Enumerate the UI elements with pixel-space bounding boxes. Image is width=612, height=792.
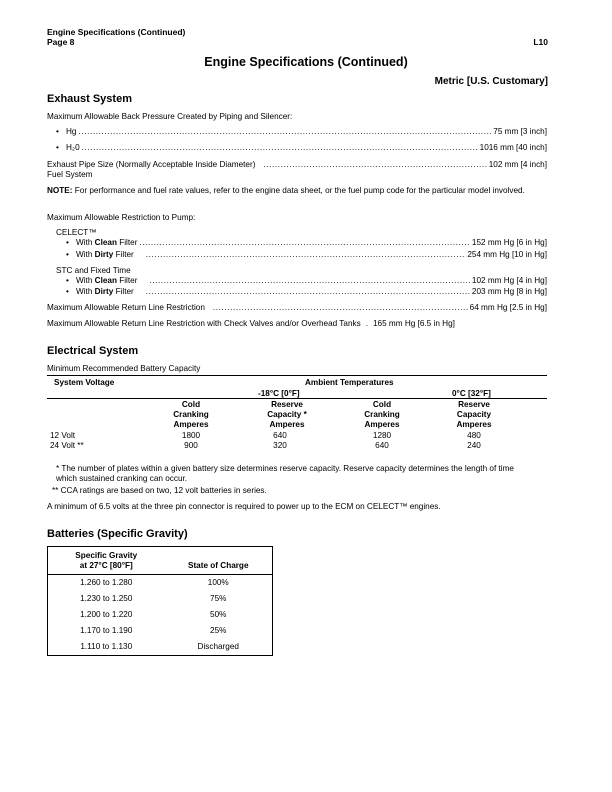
exhaust-heading: Exhaust System: [47, 93, 132, 105]
table-header-row: [48, 547, 273, 575]
bullet-icon: •: [66, 287, 69, 296]
row-cca-cold: 900: [184, 441, 198, 450]
return-check-value: 165 mm Hg [6.5 in Hg]: [372, 319, 455, 328]
table-header-rule: [47, 398, 547, 399]
sg-cell: 1.170 to 1.190: [80, 626, 133, 635]
stc-dirty-value: 203 mm Hg [8 in Hg]: [471, 287, 547, 296]
dot-leader: [139, 238, 469, 248]
document-code: L10: [533, 37, 548, 47]
hg-label: Hg: [66, 127, 77, 136]
charge-cell: Discharged: [197, 642, 239, 651]
celect-clean-row: [66, 238, 547, 248]
batteries-heading: Batteries (Specific Gravity): [47, 528, 188, 540]
sg-cell: 1.260 to 1.280: [80, 578, 133, 587]
celect-clean-label: With Clean Filter: [76, 238, 138, 247]
stc-clean-row: [66, 276, 547, 286]
units-note: Metric [U.S. Customary]: [434, 76, 548, 87]
pipe-size-row: [47, 160, 547, 170]
return-check-row: [47, 319, 547, 329]
hg-spec-row: [56, 127, 547, 137]
table-row: [48, 575, 273, 592]
sg-cell: 1.230 to 1.250: [80, 594, 133, 603]
dot-leader: [263, 160, 486, 170]
running-header-title: Engine Specifications (Continued): [47, 27, 186, 37]
footnote-reserve: * The number of plates within a given battery size determines reserve capacity. Reserve capacity determines the length of time which sustained cranking can occur.: [56, 464, 514, 483]
table-row: [48, 623, 273, 639]
dot-leader: [146, 250, 466, 260]
restriction-label: Maximum Allowable Restriction to Pump:: [47, 213, 196, 222]
stc-label: STC and Fixed Time: [56, 266, 131, 275]
charge-cell: 75%: [210, 594, 227, 603]
col-specific-gravity: Specific Gravity at 27°C [80°F]: [48, 547, 165, 575]
dot-leader: [149, 276, 469, 286]
col-cca-warm: Cold Cranking Amperes: [364, 400, 400, 429]
table-row: [48, 639, 273, 656]
back-pressure-label: Maximum Allowable Back Pressure Created by Piping and Silencer:: [47, 112, 293, 121]
hg-value: 75 mm [3 inch]: [493, 127, 547, 136]
return-check-label: Maximum Allowable Return Line Restriction with Check Valves and/or Overhead Tanks: [47, 319, 361, 328]
bullet-icon: •: [66, 250, 69, 259]
sg-cell: 1.200 to 1.220: [80, 610, 133, 619]
h2o-value: 1016 mm [40 inch]: [479, 143, 547, 152]
dot-leader: [78, 127, 491, 137]
stc-clean-label: With Clean Filter: [76, 276, 138, 285]
footnote-cca: ** CCA ratings are based on two, 12 volt batteries in series.: [52, 486, 267, 495]
page-number: Page 8: [47, 37, 75, 47]
row-cca-warm: 1280: [372, 431, 392, 440]
col-reserve-warm: Reserve Capacity Amperes: [456, 400, 492, 429]
note-text: For performance and fuel rate values, refer to the engine data sheet, or the fuel pump code for the particular model involved.: [72, 186, 525, 195]
celect-dirty-label: With Dirty Filter: [76, 250, 134, 259]
stc-dirty-row: [66, 287, 547, 297]
table-row: [48, 607, 273, 623]
note-label: NOTE:: [47, 186, 73, 195]
col-cca-cold: Cold Cranking Amperes: [173, 400, 209, 429]
pipe-size-value: 102 mm [4 inch]: [488, 160, 547, 169]
stc-clean-value: 102 mm Hg [4 in Hg]: [471, 276, 547, 285]
sg-cell: 1.110 to 1.130: [80, 642, 133, 651]
celect-clean-value: 152 mm Hg [6 in Hg]: [471, 238, 547, 247]
charge-cell: 100%: [207, 578, 229, 587]
table-top-rule: [47, 375, 547, 376]
row-reserve-cold: 640: [273, 431, 287, 440]
dot-leader: [213, 303, 468, 313]
row-voltage: 24 Volt **: [50, 441, 84, 450]
celect-dirty-value: 254 mm Hg [10 in Hg]: [467, 250, 547, 259]
row-reserve-cold: 320: [273, 441, 287, 450]
celect-dirty-row: [66, 250, 547, 260]
return-restriction-row: [47, 303, 547, 313]
row-reserve-warm: 480: [467, 431, 481, 440]
temp-cold: -18°C [0°F]: [258, 389, 300, 398]
bullet-icon: •: [56, 143, 59, 152]
bullet-icon: •: [66, 276, 69, 285]
row-reserve-warm: 240: [467, 441, 481, 450]
col-reserve-cold: Reserve Capacity * Amperes: [267, 400, 307, 429]
row-cca-warm: 640: [375, 441, 389, 450]
dot-leader: [82, 143, 478, 153]
row-voltage: 12 Volt: [50, 431, 76, 440]
fuel-system-label: Fuel System: [47, 170, 93, 179]
page-title: Engine Specifications (Continued): [204, 55, 408, 69]
table-row: [48, 591, 273, 607]
celect-label: CELECT™: [56, 228, 97, 237]
min-volts-note: A minimum of 6.5 volts at the three pin connector is required to power up to the ECM on CELECT™ engines.: [47, 502, 441, 511]
charge-cell: 50%: [210, 610, 227, 619]
stc-dirty-label: With Dirty Filter: [76, 287, 134, 296]
dot-leader: [146, 287, 470, 297]
bullet-icon: •: [66, 238, 69, 247]
battery-capacity-label: Minimum Recommended Battery Capacity: [47, 364, 201, 373]
pipe-size-label: Exhaust Pipe Size (Normally Acceptable Inside Diameter): [47, 160, 256, 169]
return-restriction-label: Maximum Allowable Return Line Restriction: [47, 303, 205, 312]
electrical-heading: Electrical System: [47, 345, 139, 357]
col-system-voltage: System Voltage: [54, 378, 115, 387]
charge-cell: 25%: [210, 626, 227, 635]
performance-note: [47, 186, 549, 196]
temp-warm: 0°C [32°F]: [452, 389, 491, 398]
h2o-label: H₂0: [66, 143, 80, 152]
row-cca-cold: 1800: [181, 431, 201, 440]
specific-gravity-table: [47, 546, 273, 656]
col-ambient-temps: Ambient Temperatures: [305, 378, 394, 387]
h2o-spec-row: [56, 143, 547, 153]
bullet-icon: •: [56, 127, 59, 136]
return-restriction-value: 64 mm Hg [2.5 in Hg]: [469, 303, 547, 312]
col-state-of-charge: State of Charge: [165, 547, 273, 575]
dot-leader: .: [365, 319, 368, 328]
